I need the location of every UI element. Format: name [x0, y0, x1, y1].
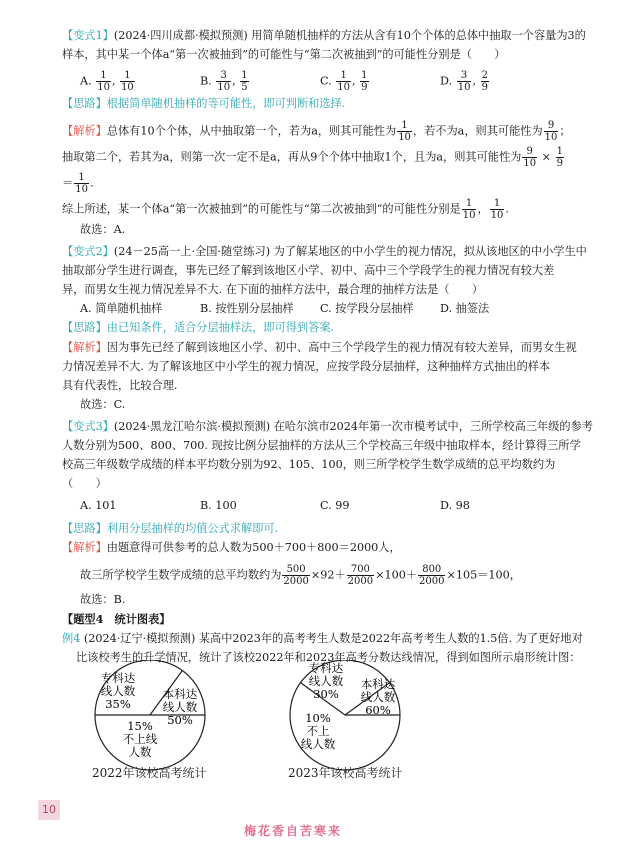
v3-option-c: C. 99 [320, 499, 350, 512]
v1-line1: 【变式1】(2024·四川成都·模拟预测) 用简单随机抽样的方法从含有10个个体的总体中抽取一个容量为3的 [62, 29, 586, 42]
v3-jiexi-line2: 故三所学校学生数学成绩的总平均数约为 $\frac{500}{2000}$ ×92＋ $\frac{700}{2000}$ ×100＋ $\frac{800}{2000}$ ×105＝100， [80, 564, 521, 587]
page-number: 10 [38, 800, 60, 820]
v3-line1: 【变式3】(2024·黑龙江哈尔滨·模拟预测) 在哈尔滨市2024年第一次市模考试中，三所学校高三年级的参考 [62, 420, 593, 433]
v1-option-b: B. $\frac{3}{10}$ , $\frac{1}{5}$ [200, 70, 248, 93]
v1-option-a: A. $\frac{1}{10}$ , $\frac{1}{10}$ [80, 70, 134, 93]
v3-jiexi-line1: 【解析】由题意得可供参考的总人数为500＋700＋800＝2000人， [62, 541, 401, 554]
pie1-label-1: 本科达线人数 50% [162, 687, 198, 727]
pie2-label-1: 本科达线人数 60% [360, 677, 396, 717]
v1-jiexi-line4: 综上所述，某一个体a“第一次被抽到”的可能性与“第二次被抽到”的可能性分别是 $\frac{1}{10}$ ， $\frac{1}{10}$ . [62, 198, 509, 221]
pie1-label-3: 15%不上线人数 [122, 719, 158, 759]
v3-option-a: A. 101 [80, 499, 117, 512]
v1-jiexi-line2: 抽取第二个，若其为a，则第一次一定不是a，再从9个个体中抽取1个，且为a，则其可能性为 $\frac{9}{10}$ × $\frac{1}{9}$ [62, 146, 563, 169]
v1-tag: 【变式1】 [62, 29, 114, 42]
v2-jiexi-line2: 力情况差异不大. 为了解该地区中小学生的视力情况，应按学段分层抽样，这种抽样方式抽出的样本 [62, 360, 551, 373]
v3-line2: 人数分别为500、800、700. 现按比例分层抽样的方法从三个学校高三年级中抽取样本，经计算得三所学 [62, 439, 581, 452]
v2-jiexi-line1: 【解析】因为事先已经了解到该地区小学、初中、高中三个学段学生的视力情况有较大差异，而男女生视 [62, 341, 577, 354]
v1-option-c: C. $\frac{1}{10}$ , $\frac{1}{9}$ [320, 70, 368, 93]
v1-silu: 【思路】根据简单随机抽样的等可能性，即可判断和选择. [62, 97, 346, 110]
v2-line2: 抽取部分学生进行调查，事先已经了解到该地区小学、初中、高中三个学段学生的视力情况有较大差 [62, 264, 555, 277]
v3-option-d: D. 98 [440, 499, 470, 512]
v1-answer: 故选：A. [80, 223, 126, 236]
v1-jiexi-line3: ＝ $\frac{1}{10}$ . [62, 172, 94, 195]
v3-silu: 【思路】利用分层抽样的均值公式求解即可. [62, 522, 279, 535]
ex4-line2: 比该校考生的升学情况，统计了该校2022年和2023年高考分数达线情况，得到如图所示扇形统计图： [76, 651, 581, 664]
pie2-title: 2023年该校高考统计 [288, 766, 403, 780]
footer-motto: 梅花香自苦寒来 [244, 824, 343, 838]
v3-line4: （ ） [62, 477, 107, 490]
v2-answer: 故选：C. [80, 398, 126, 411]
v3-answer: 故选：B. [80, 593, 126, 606]
topic-heading: 【题型4 统计图表】 [62, 612, 171, 626]
v3-line3: 校高三年级数学成绩的样本平均数分别为92、105、100，则三所学校学生数学成绩的总平均数约为 [62, 458, 556, 471]
v1-jiexi-line1: 【解析】总体有10个个体，从中抽取第一个，若为a，则其可能性为 $\frac{1}{10}$ ，若不为a，则其可能性为 $\frac{9}{10}$ ； [62, 120, 571, 143]
pie1-label-2: 专科达线人数 35% [100, 671, 136, 711]
v2-silu: 【思路】由已知条件，适合分层抽样法，即可得到答案. [62, 321, 335, 334]
v2-option-d: D. 抽签法 [440, 302, 490, 315]
v1-option-d: D. $\frac{3}{10}$ , $\frac{2}{9}$ [440, 70, 488, 93]
v2-option-a: A. 简单随机抽样 [80, 302, 163, 315]
pie1-title: 2022年该校高考统计 [92, 766, 207, 780]
pie2-label-3: 10%不上线人数 [300, 711, 336, 751]
v1-line2: 样本，其中某一个体a“第一次被抽到”的可能性与“第二次被抽到”的可能性分别是（ ） [62, 48, 506, 61]
v2-line3: 异，而男女生视力情况差异不大. 在下面的抽样方法中，最合理的抽样方法是（ ） [62, 283, 484, 296]
v2-line1: 【变式2】(24－25高一上·全国·随堂练习) 为了解某地区的中小学生的视力情况，拟从该地区的中小学生中 [62, 245, 587, 258]
v2-option-c: C. 按学段分层抽样 [320, 302, 414, 315]
ex4-line1: 例4 (2024·辽宁·模拟预测) 某高中2023年的高考考生人数是2022年高考考生人数的1.5倍. 为了更好地对 [62, 632, 583, 645]
v2-option-b: B. 按性别分层抽样 [200, 302, 294, 315]
v2-jiexi-line3: 具有代表性，比较合理. [62, 379, 178, 392]
pie2-label-2: 专科达线人数 30% [308, 661, 344, 701]
v3-option-b: B. 100 [200, 499, 237, 512]
